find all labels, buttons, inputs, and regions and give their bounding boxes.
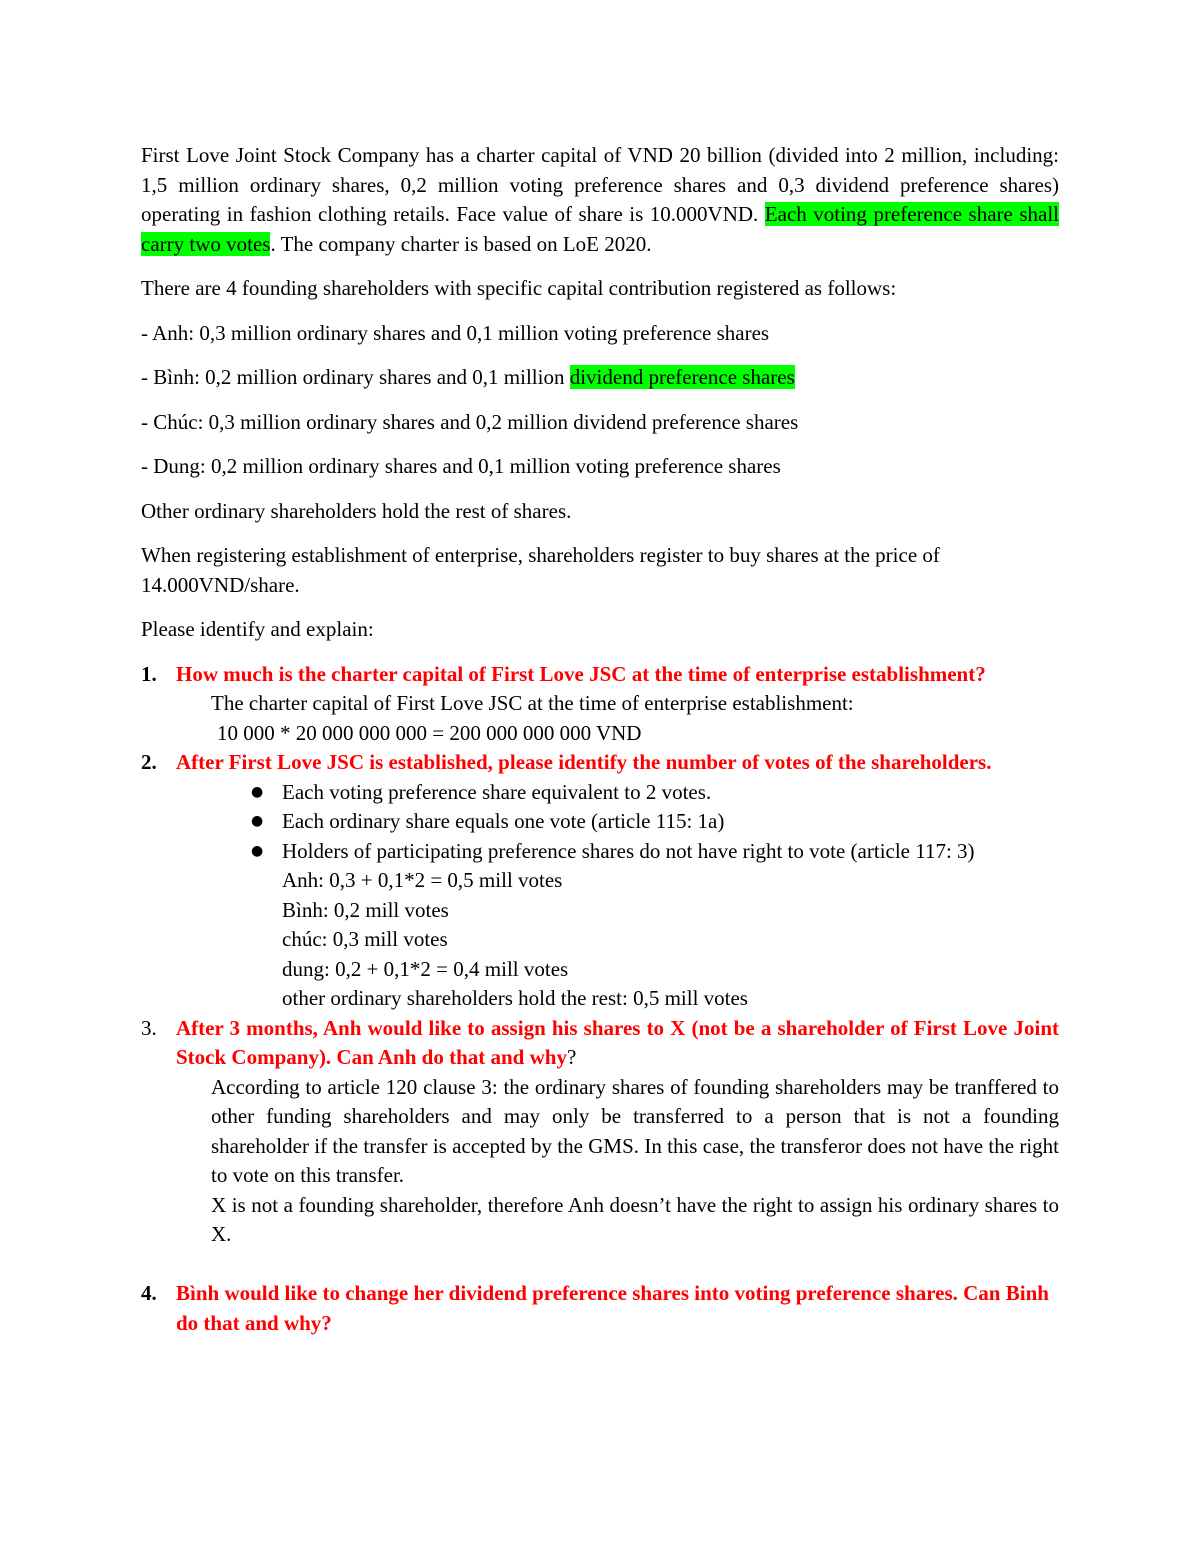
question-2-text: After First Love JSC is established, please identify the number of votes of the shareholders. bbox=[176, 750, 992, 774]
founder-binh bbox=[141, 363, 1059, 393]
question-1-number: 1. bbox=[141, 661, 157, 686]
answer-2-bullets bbox=[282, 778, 1059, 867]
question-1-text: How much is the charter capital of First Love JSC at the time of enterprise establishment? bbox=[176, 661, 986, 686]
question-1 bbox=[141, 660, 1059, 690]
vote-line: Bình: 0,2 mill votes bbox=[282, 897, 449, 922]
founder-dung: - Dung: 0,2 million ordinary shares and 0,1 million voting preference shares bbox=[141, 454, 781, 478]
founder-binh-text: - Bình: 0,2 million ordinary shares and 0,1 million bbox=[141, 365, 570, 389]
founder-anh: - Anh: 0,3 million ordinary shares and 0,1 million voting preference shares bbox=[141, 320, 770, 345]
intro-highlight: Each voting preference share shall carry two votes bbox=[141, 202, 1059, 256]
founder-chuc: - Chúc: 0,3 million ordinary shares and 0,2 million dividend preference shares bbox=[141, 409, 799, 434]
question-3-bold-text: After 3 months, Anh would like to assign his shares to X (not be a shareholder of First Love Joint Stock Company). Can Anh do that and why bbox=[176, 1015, 1059, 1069]
bullet-item: ● Each voting preference share equivalent to 2 votes. bbox=[282, 778, 1059, 808]
question-4 bbox=[141, 1279, 1059, 1338]
document-page bbox=[141, 141, 1059, 1338]
intro-text-2: . The company charter is based on LoE 2020. bbox=[270, 231, 652, 256]
question-3 bbox=[141, 1014, 1059, 1073]
question-3-text bbox=[176, 1014, 1059, 1073]
prompt-paragraph: Please identify and explain: bbox=[141, 617, 374, 641]
vote-line: other ordinary shareholders hold the rest: 0,5 mill votes bbox=[282, 986, 748, 1010]
answer-1-line-2: 10 000 * 20 000 000 000 = 200 000 000 000 VND bbox=[217, 720, 642, 745]
question-4-number: 4. bbox=[141, 1281, 157, 1305]
spacer bbox=[141, 1250, 1059, 1280]
intro-text-1: First Love Joint Stock Company has a charter capital of VND 20 billion (divided into 2 million, including: 1,5 million ordinary shares, 0,2 million voting preference shares and 0,3 dividend preference shares) operating in fashion clothing retails. Face value of share is 10.000VND. bbox=[141, 143, 1059, 226]
vote-line: chúc: 0,3 mill votes bbox=[282, 927, 448, 951]
question-2-number: 2. bbox=[141, 750, 157, 774]
question-4-text: Bình would like to change her dividend preference shares into voting preference shares. Can Binh do that and why? bbox=[176, 1281, 1049, 1335]
question-2 bbox=[141, 748, 1059, 778]
bullet-item: ● Holders of participating preference shares do not have right to vote (article 117: 3) bbox=[282, 837, 1059, 867]
question-3-number: 3. bbox=[141, 1015, 157, 1040]
answer-3-paragraph-2: X is not a founding shareholder, therefore Anh doesn’t have the right to assign his ordinary shares to X. bbox=[211, 1192, 1059, 1246]
vote-line: Anh: 0,3 + 0,1*2 = 0,5 mill votes bbox=[282, 868, 563, 892]
intro-paragraph bbox=[141, 141, 1059, 259]
founders-intro: There are 4 founding shareholders with specific capital contribution registered as follows: bbox=[141, 276, 897, 300]
others-paragraph: Other ordinary shareholders hold the rest of shares. bbox=[141, 498, 572, 523]
vote-line: dung: 0,2 + 0,1*2 = 0,4 mill votes bbox=[282, 956, 569, 981]
answer-3-paragraph-1: According to article 120 clause 3: the ordinary shares of founding shareholders may be tranffered to other funding shareholders and may only be transferred to a person that is not a founding shareholder if the transfer is accepted by the GMS. In this case, the transferor does not have the right to vote on this transfer. bbox=[211, 1074, 1059, 1187]
bullet-item: ● Each ordinary share equals one vote (article 115: 1a) bbox=[282, 807, 1059, 837]
answer-1-line-1: The charter capital of First Love JSC at the time of enterprise establishment: bbox=[211, 691, 854, 715]
registration-paragraph: When registering establishment of enterprise, shareholders register to buy shares at the price of 14.000VND/share. bbox=[141, 543, 940, 597]
founder-binh-highlight: dividend preference shares bbox=[569, 365, 795, 389]
question-3-mark: ? bbox=[566, 1045, 577, 1069]
